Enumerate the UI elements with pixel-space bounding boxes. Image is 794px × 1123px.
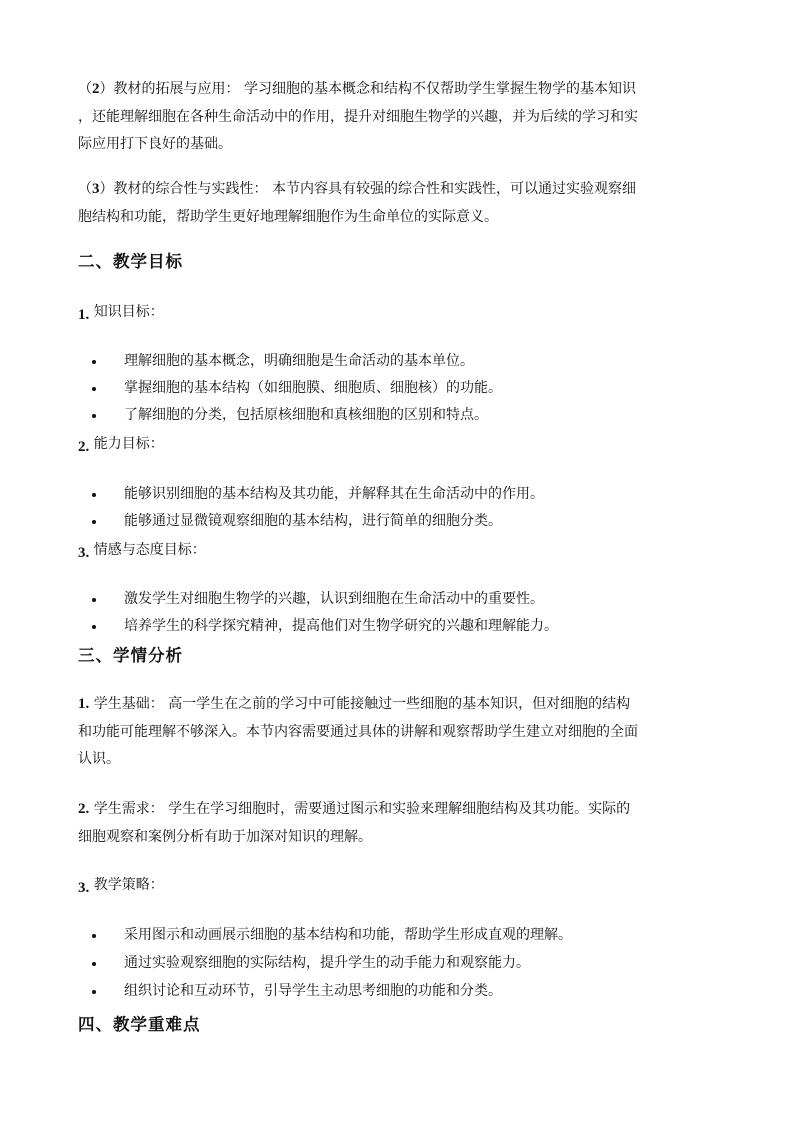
paragraph-line [78, 796, 718, 824]
subheading-knowledge-goals [78, 302, 164, 322]
subheading-emotion-goals [78, 540, 206, 560]
paragraph-text: 学生需求： 学生在学习细胞时，需要通过图示和实验来理解细胞结构及其功能。实际的 [93, 801, 631, 817]
paragraph-textbook-extension [78, 76, 718, 159]
item-number: 1. [78, 696, 90, 712]
paragraph-student-needs [78, 796, 718, 851]
item-number: 3. [78, 880, 90, 896]
subheading-text: 情感与态度目标： [93, 542, 206, 558]
bullet-icon [92, 990, 96, 994]
item-number: 2 [92, 81, 100, 97]
bullet-icon [92, 493, 96, 497]
subheading-ability-goals [78, 434, 164, 454]
paragraph-line: 际应用打下良好的基础。 [78, 136, 232, 152]
item-number: 1. [78, 307, 90, 323]
paragraph-line: （3）教材的综合性与实践性： 本节内容具有较强的综合性和实践性，可以通过实验观察细 [78, 181, 636, 197]
bullet-icon [92, 962, 96, 966]
bullet-icon [92, 414, 96, 418]
bullet-icon [92, 387, 96, 391]
subheading-text: 教学策略： [93, 877, 164, 893]
section-heading-teaching-goals: 二、教学目标 [78, 252, 183, 271]
paragraph-line: ，还能理解细胞在各种生命活动中的作用，提升对细胞生物学的兴趣，并为后续的学习和实 [78, 108, 638, 125]
paragraph-text: 学生基础： 高一学生在之前的学习中可能接触过一些细胞的基本知识，但对细胞的结构 [93, 696, 631, 712]
section-heading-key-difficulties: 四、教学重难点 [78, 1015, 201, 1034]
paragraph-line: 胞结构和功能，帮助学生更好地理解细胞作为生命单位的实际意义。 [78, 208, 498, 225]
paragraph-line: 和功能可能理解不够深入。本节内容需要通过具体的讲解和观察帮助学生建立对细胞的全面 [78, 723, 638, 740]
bullet-icon [92, 520, 96, 524]
subheading-text: 知识目标： [93, 304, 164, 320]
item-number: 3. [78, 545, 90, 561]
paragraph-line: 细胞观察和案例分析有助于加深对知识的理解。 [78, 828, 372, 845]
paragraph-student-basis [78, 691, 718, 774]
bullet-icon [92, 598, 96, 602]
paragraph-line: 认识。 [78, 751, 120, 767]
document-page: （2）教材的拓展与应用： 学习细胞的基本概念和结构不仅帮助学生掌握生物学的基本知识 ，还能理解细胞在各种生命活动中的作用，提升对细胞生物学的兴趣，并为后续的学习和实 际应用打下良好的基础。 （3）教材的综合性与实践性： 本节内容具有较强的综合性和实践性，可以通过实验观察细 胞结构和功能，帮助学生更好地理解细胞作为生命单位的实际意义。 二、教学目标 1. 知识目标： 理解细胞的基本概念，明确细胞是生命活动的基本单位。 掌握细胞的基本结构（如细胞膜、细胞质、细胞核）的功能。 了解细胞的分类，包括原核细胞和真核细胞的区别和特点。 2. 能力目标： 能够识别细胞的基本结构及其功能，并解释其在生命活动中的作用。 能够通过显微镜观察细胞的基本结构，进行简单的细胞分类。 3. 情感与态度目标： 激发学生对细胞生物学的兴趣，认识到细胞在生命活动中的重要性。 培养学生的科学探究精神，提高他们对生物学研究的兴趣和理解能力。 三、学情分析 1. 学生基础： 高一学生在之前的学习中可能接触过一些细胞的基本知识，但对细胞的结构 和功能可能理解不够深入。本节内容需要通过具体的讲解和观察帮助学生建立对细胞的全面 认识。 2. 学生需求： 学生在学习细胞时，需要通过图示和实验来理解细胞结构及其功能。实际的 细胞观察和案例分析有助于加深对知识的理解。 3. 教学策略： 采用图示和动画展示细胞的基本结构和功能，帮助学生形成直观的理解。 通过实验观察细胞的实际结构，提升学生的动手能力和观察能力。 组织讨论和互动环节，引导学生主动思考细胞的功能和分类。 四、教学重难点 [0, 0, 794, 1123]
subheading-text: 能力目标： [93, 436, 164, 452]
paragraph-textbook-practice [78, 176, 718, 231]
item-number: 3 [92, 181, 100, 197]
bullet-icon [92, 934, 96, 938]
paragraph-line: （2）教材的拓展与应用： 学习细胞的基本概念和结构不仅帮助学生掌握生物学的基本知识 [78, 81, 636, 97]
paragraph-text: ）教材的综合性与实践性： 本节内容具有较强的综合性和实践性，可以通过实验观察细 [99, 181, 636, 197]
section-heading-student-analysis: 三、学情分析 [78, 646, 183, 665]
bullet-icon [92, 360, 96, 364]
item-number: 2. [78, 439, 90, 455]
subheading-teaching-strategy [78, 875, 164, 895]
paragraph-line [78, 691, 718, 719]
paragraph-text: ）教材的拓展与应用： 学习细胞的基本概念和结构不仅帮助学生掌握生物学的基本知识 [99, 81, 636, 97]
item-number: 2. [78, 801, 90, 817]
bullet-icon [92, 625, 96, 629]
